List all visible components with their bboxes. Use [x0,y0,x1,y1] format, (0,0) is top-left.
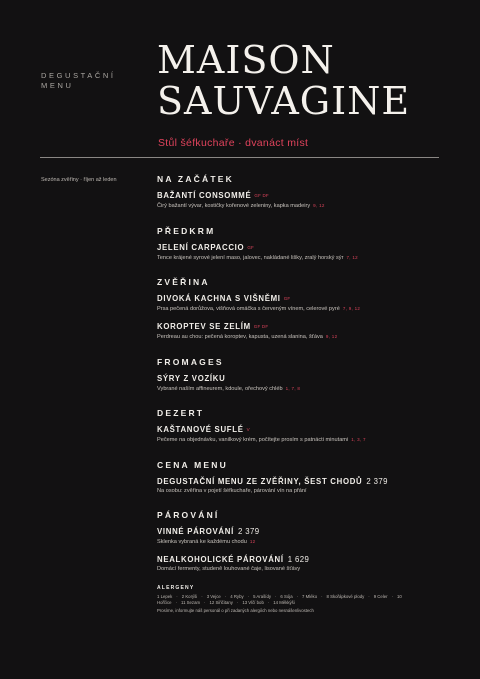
dish-name: DEGUSTAČNÍ MENU ZE ZVĚŘINY, ŠEST CHODŮ [157,476,363,486]
dish-description: Pečeme na objednávku, vanilkový krém, počítejte prosím s patnácti minutami [157,437,349,443]
section-title: ZVĚŘINA [157,277,210,287]
separator-dot: · [204,600,206,605]
menu-section [157,510,442,574]
allergen-entry: 10 Hořčice [157,593,402,605]
dish-description: Perdreau au chou: pečená koroptev, kapusta, uzená slanina, šťáva [157,334,323,340]
dish-description: Domácí fermenty, studeně louhované čaje, lisované šťávy [157,566,301,572]
menu-item [157,321,442,342]
dish-name: VINNÉ PÁROVÁNÍ [157,527,234,536]
allergen-numbers: 1, 7, 8 [285,385,301,391]
menu-section [157,226,442,263]
separator-dot: · [321,593,323,599]
allergen-legend-title: ALERGENY [157,584,195,591]
dish-description-line [157,332,442,342]
allergen-entry: 8 Skořápkové plody [326,593,365,599]
dietary-tag: GF DF [253,324,269,329]
section-title: DEZERT [157,408,205,418]
section-title: CENA MENU [157,459,228,470]
menu-item-heading [157,321,442,332]
separator-dot: · [368,593,370,599]
menu-item-heading [157,373,442,384]
menu-item-heading [157,424,442,435]
dietary-tag: V [246,427,250,432]
menu-item-heading [157,554,442,565]
separator-dot: · [247,593,250,599]
dish-description-line [157,384,442,394]
section-title: NA ZAČÁTEK [157,174,234,184]
price: 2 379 [366,476,388,486]
dish-description: Čirý bažantí vývar, kostičky kořenové zeleniny, kapka madeiry [157,203,311,209]
separator-dot: · [224,593,227,599]
section-title: PŘEDKRM [157,225,216,236]
menu-item-heading [157,242,442,253]
dietary-tag: GF [283,296,291,301]
dish-description: Tence krájené syrové jelení maso, jalovec, nakládané lišky, zralý horský sýr [157,254,344,261]
allergen-entry: 1 Lepek [157,593,173,599]
restaurant-name [157,40,410,122]
dish-description-line [157,253,442,263]
allergen-entry: 2 Korýši [181,593,198,599]
allergen-entry: 14 Měkkýši [273,600,295,605]
menu-item-heading [157,293,442,304]
price: 2 379 [237,527,260,536]
allergen-numbers: 7, 9, 12 [342,306,361,311]
menu-section [157,357,442,394]
allergen-note: Prosíme, informujte náš personál o při zadaných alergiích nebo nesnášenlivostech [157,607,314,613]
separator-dot: · [236,600,239,605]
menu-item [157,424,442,445]
menu-item [157,476,442,496]
dish-description-line [157,304,442,314]
dish-description: Prsa pečená dorůžova, višňová omáčka s červeným vínem, celerové pyré [157,306,340,312]
allergen-numbers: 9, 12 [325,334,338,339]
menu-body [157,174,442,613]
restaurant-name-line2: SAUVAGINE [157,79,411,123]
allergen-entry: 7 Mléko [302,593,318,599]
menu-item [157,373,442,394]
menu-item [157,526,442,547]
allergen-entry: 5 Arašídy [253,593,271,599]
dish-description: Vybrané naším affineurem, kdoule, ořechový chléb [157,385,283,392]
dietary-tag: GF [247,244,254,250]
dish-name: DIVOKÁ KACHNA S VIŠNĚMI [157,294,281,303]
separator-dot: · [201,593,203,599]
season-note: Sezóna zvěřiny · říjen až leden [41,177,117,183]
menu-item-heading [157,476,442,487]
dish-description-line [157,487,442,496]
allergen-entry: 4 Ryby [230,593,244,599]
menu-type-line1: DEGUSTAČNÍ [41,71,116,80]
menu-section [157,174,442,211]
menu-type-line2: MENU [41,81,74,90]
menu-item [157,242,442,263]
allergen-entry: 3 Vejce [206,593,221,599]
allergen-entry: 9 Celer [373,593,388,599]
allergen-entry: 11 Sezam [181,600,201,605]
dish-description-line [157,201,442,211]
menu-item-heading [157,190,442,201]
separator-dot: · [274,593,277,599]
dish-name: KAŠTANOVÉ SUFLÉ [157,425,244,434]
menu-type-label [41,71,116,91]
dish-description-line [157,537,442,547]
allergen-entry: 12 Siřičitany [209,600,233,605]
price: 1 629 [287,555,310,564]
menu-item [157,293,442,314]
menu-item [157,190,442,211]
allergen-legend [157,585,442,613]
menu-section [157,277,442,342]
separator-dot: · [391,593,394,599]
allergen-list [157,594,412,607]
dish-name: NEALKOHOLICKÉ PÁROVÁNÍ [157,555,284,564]
menu-item-heading [157,526,442,537]
separator-dot: · [176,593,178,599]
section-title: FROMAGES [157,356,224,367]
allergen-entry: 6 Sója [280,593,293,599]
allergen-numbers: 12 [249,539,256,544]
menu-section [157,408,442,445]
dish-name: BAŽANTÍ CONSOMMÉ [157,191,252,200]
allergen-numbers: 7, 12 [346,254,358,260]
dish-description-line [157,435,442,445]
allergen-entry: 13 Vlčí bob [242,600,264,605]
dish-name: KOROPTEV SE ZELÍM [157,322,251,331]
subtitle: Stůl šéfkuchaře · dvanáct míst [158,137,309,149]
dish-name: SÝRY Z VOZÍKU [157,373,226,383]
separator-dot: · [296,593,299,599]
dish-description: Sklenka vybraná ke každému chodu [157,539,247,545]
allergen-numbers: 9, 12 [313,203,325,208]
menu-item [157,554,442,574]
dish-name: JELENÍ CARPACCIO [157,242,245,252]
section-title: PÁROVÁNÍ [157,510,220,520]
dish-description-line [157,565,442,574]
menu-section [157,460,442,496]
restaurant-name-line1: MAISON [157,38,335,82]
dietary-tag: GF DF [254,193,269,198]
dish-description: Na osobu: zvěřina v pojetí šéfkuchaře, párování vín na přání [157,487,307,494]
separator-dot: · [267,600,270,605]
separator-dot: · [175,600,178,605]
allergen-numbers: 1, 3, 7 [351,437,366,442]
header-divider [40,157,439,158]
